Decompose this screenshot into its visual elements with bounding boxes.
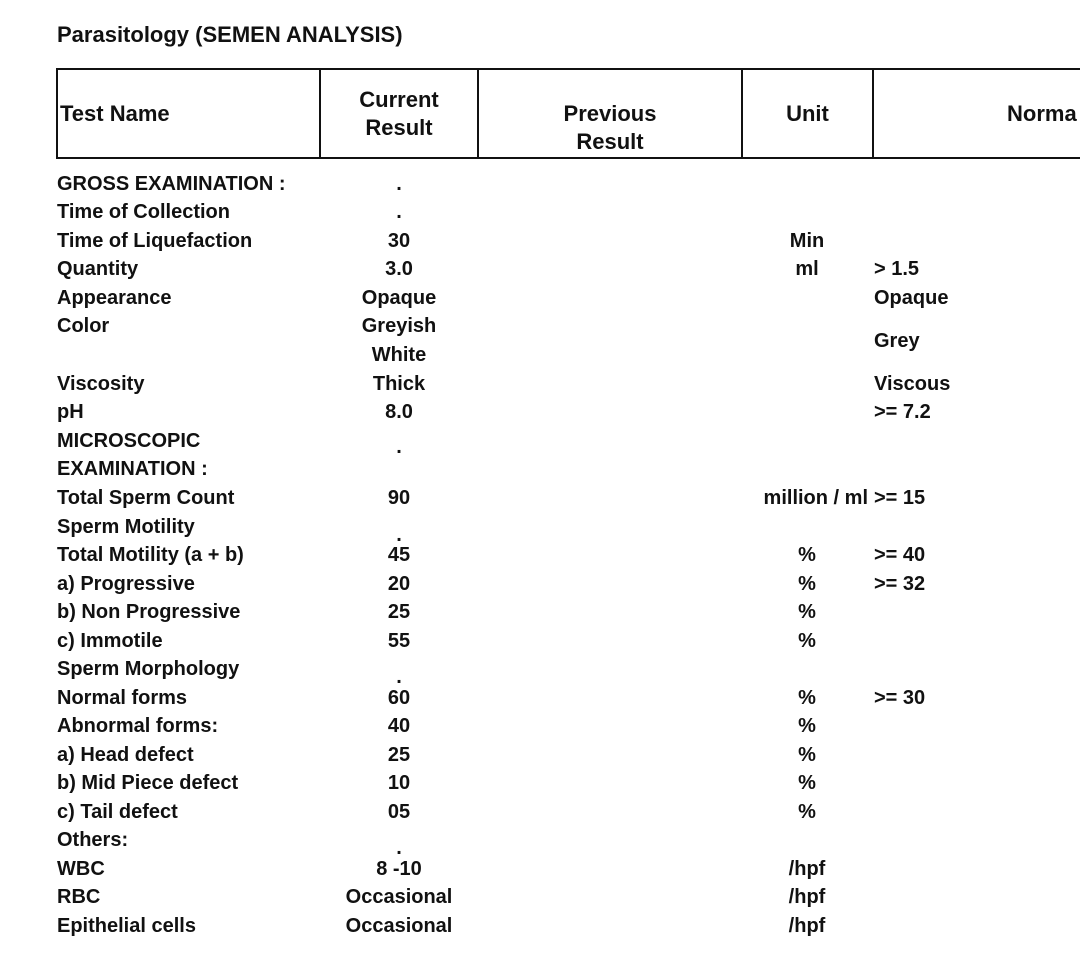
current-result: . — [396, 666, 402, 688]
header-current-result-line1: Current — [359, 87, 439, 112]
current-result: 25 — [387, 744, 411, 766]
table-row-gross-examination — [0, 170, 1080, 199]
test-name: b) Mid Piece defect — [57, 772, 239, 794]
unit: % — [798, 744, 816, 766]
current-result: 90 — [387, 487, 411, 509]
unit: % — [798, 573, 816, 595]
table-row — [0, 255, 1080, 284]
table-row — [0, 570, 1080, 599]
normal-range: > 1.5 — [874, 258, 920, 280]
unit: /hpf — [788, 858, 826, 880]
current-result: 55 — [387, 630, 411, 652]
test-name: a) Head defect — [57, 744, 194, 766]
table-row — [0, 598, 1080, 627]
test-name: Sperm Morphology — [57, 658, 240, 680]
test-name: WBC — [57, 858, 105, 880]
current-result: 10 — [387, 772, 411, 794]
current-result: Occasional — [345, 886, 453, 908]
current-result: Occasional — [345, 915, 453, 937]
header-current-result — [321, 86, 477, 142]
normal-range: >= 7.2 — [874, 401, 931, 423]
current-result: Opaque — [361, 287, 437, 309]
table-row — [0, 883, 1080, 912]
test-name: pH — [57, 401, 84, 423]
table-row — [0, 398, 1080, 427]
test-name: c) Immotile — [57, 630, 163, 652]
test-name: Abnormal forms: — [57, 715, 219, 737]
unit: /hpf — [788, 886, 826, 908]
normal-range: >= 32 — [874, 573, 926, 595]
test-name: Sperm Motility — [57, 516, 195, 538]
table-row — [0, 513, 1080, 546]
test-name: Appearance — [57, 287, 172, 309]
current-result: . — [396, 201, 402, 223]
test-name: Epithelial cells — [57, 915, 196, 937]
current-result-continued: White — [371, 344, 427, 366]
current-result: 60 — [387, 687, 411, 709]
table-row — [0, 855, 1080, 884]
unit: % — [798, 715, 816, 737]
header-previous-result — [479, 100, 741, 156]
table-row — [0, 312, 1080, 370]
test-name: Total Motility (a + b) — [57, 544, 244, 566]
table-row — [0, 227, 1080, 256]
normal-range: >= 15 — [874, 487, 926, 509]
unit: % — [798, 772, 816, 794]
current-result: 8 -10 — [376, 858, 422, 880]
table-row — [0, 826, 1080, 859]
normal-range: Opaque — [874, 287, 949, 309]
table-row — [0, 284, 1080, 313]
table-row — [0, 198, 1080, 227]
test-name: Total Sperm Count — [57, 487, 235, 509]
test-name: RBC — [57, 886, 101, 908]
unit: % — [798, 630, 816, 652]
table-row — [0, 769, 1080, 798]
table-row — [0, 741, 1080, 770]
table-row — [0, 370, 1080, 399]
table-row — [0, 484, 1080, 513]
unit: % — [798, 544, 816, 566]
unit: Min — [789, 230, 825, 252]
current-result: 40 — [387, 715, 411, 737]
table-row — [0, 541, 1080, 570]
test-name: MICROSCOPIC — [57, 430, 201, 452]
current-result: Thick — [372, 373, 426, 395]
normal-range: >= 30 — [874, 687, 926, 709]
current-result: Greyish — [361, 315, 437, 337]
current-result: . — [396, 436, 402, 458]
column-divider — [872, 68, 874, 159]
header-normal-range: Norma — [1007, 101, 1077, 126]
test-name: Others: — [57, 829, 129, 851]
header-previous-result-line2: Result — [576, 129, 644, 154]
unit: % — [798, 687, 816, 709]
current-result: . — [396, 837, 402, 859]
header-previous-result-line1: Previous — [563, 101, 657, 126]
header-unit: Unit — [786, 101, 829, 126]
test-name: b) Non Progressive — [57, 601, 241, 623]
current-result: 20 — [387, 573, 411, 595]
test-name: Time of Liquefaction — [57, 230, 253, 252]
current-result: 25 — [387, 601, 411, 623]
current-result: 3.0 — [385, 258, 413, 280]
table-row-microscopic-examination — [0, 427, 1080, 485]
normal-range: Viscous — [874, 373, 951, 395]
table-row — [0, 798, 1080, 827]
table-row — [0, 912, 1080, 941]
test-name: c) Tail defect — [57, 801, 178, 823]
test-name: a) Progressive — [57, 573, 195, 595]
test-name: GROSS EXAMINATION : — [57, 173, 286, 195]
header-test-name: Test Name — [60, 101, 170, 126]
table-row — [0, 712, 1080, 741]
unit: % — [798, 801, 816, 823]
table-row — [0, 684, 1080, 713]
unit: /hpf — [788, 915, 826, 937]
current-result: . — [396, 173, 402, 195]
normal-range: Grey — [874, 330, 920, 352]
current-result: 05 — [387, 801, 411, 823]
test-name: Viscosity — [57, 373, 145, 395]
report-title: Parasitology (SEMEN ANALYSIS) — [57, 22, 403, 47]
current-result: 45 — [387, 544, 411, 566]
header-current-result-line2: Result — [365, 115, 433, 140]
table-row — [0, 655, 1080, 688]
test-name: Normal forms — [57, 687, 188, 709]
table-row — [0, 627, 1080, 656]
normal-range: >= 40 — [874, 544, 926, 566]
test-name: Quantity — [57, 258, 139, 280]
test-name-continued: EXAMINATION : — [57, 458, 208, 480]
current-result: 8.0 — [385, 401, 413, 423]
current-result: . — [396, 524, 402, 546]
test-name: Color — [57, 315, 110, 337]
unit: ml — [795, 258, 819, 280]
current-result: 30 — [387, 230, 411, 252]
test-name: Time of Collection — [57, 201, 230, 223]
unit: % — [798, 601, 816, 623]
unit: million / ml — [763, 487, 868, 509]
